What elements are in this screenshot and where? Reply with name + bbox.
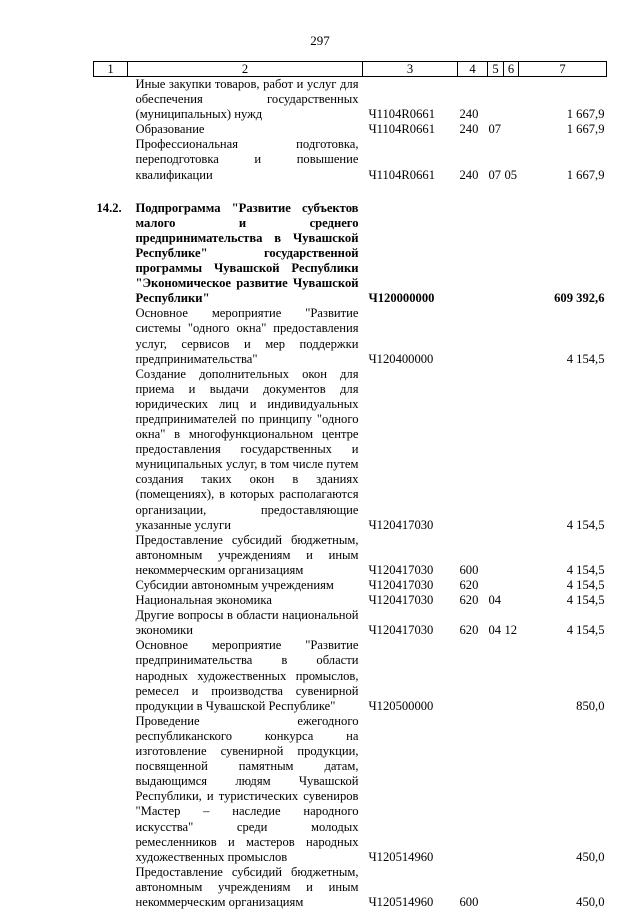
amount: 4 154,5 [566,517,605,532]
row-name: Создание дополнительных окон для приема и выдачи документов для юридических лиц и индивидуальных предпринимателей по принципу "одного окна" в многофункциональном центре предоставления государственных и муниципальных услуг, в том числе путем создания таких окон в зданиях (помещениях), в которых располагаются организации, предоставляющие указанные услуги [135,366,359,532]
row-number [94,77,128,123]
section [488,865,504,910]
subsection [504,533,519,578]
target-code: Ч120000000 [368,291,435,306]
subsection: 05 [504,167,518,182]
target-code: Ч120400000 [368,351,434,366]
row-name: Основное мероприятие "Развитие предпринимательства в области народных художественных промыслов, ремесел и производства сувенирной продукции в Чувашской Республике" [135,638,359,713]
subsection [504,77,519,123]
target-code: Ч120417030 [368,623,434,638]
table-row [94,578,607,593]
row-name: Подпрограмма "Развитие субъектов малого и среднего предпринимательства в Чувашской Республике" государственной программы Чувашской Республики "Экономическое развитие Чувашской Республики" [135,200,359,306]
spacer-row [94,183,607,201]
table-row [94,77,607,123]
subsection [504,593,519,608]
amount: 609 392,6 [554,291,605,306]
subsection [504,306,519,366]
row-number [94,608,128,638]
target-code: Ч120514960 [368,894,434,909]
header-cell: 7 [519,62,607,77]
expense-type: 620 [459,578,479,592]
row-number [94,593,128,608]
amount: 1 667,9 [566,167,605,182]
table-row [94,608,607,638]
subsection [504,578,519,593]
table-row [94,137,607,182]
header-cell: 1 [94,62,128,77]
section [488,77,504,123]
expense-type [458,201,488,307]
row-name: Проведение ежегодного республиканского конкурса на изготовление сувенирной продукции, посвященной памятным датам, выдающимся людям Чувашской Республики, и туристических сувениров "Мастер – наследие народного искусства" среди молодых ремесленников и мастеров народных художественных промыслов [135,713,359,864]
table-row [94,865,607,910]
section [488,578,504,593]
amount: 1 667,9 [566,107,605,122]
subsection [504,122,519,137]
amount: 850,0 [576,698,605,713]
amount: 4 154,5 [566,593,605,608]
spacer-cell [94,183,607,201]
row-number [94,367,128,533]
table-row [94,593,607,608]
header-cell: 2 [128,62,363,77]
row-name: Основное мероприятие "Развитие системы "одного окна" предоставления услуг, сервисов и мер поддержки предпринимательства" [135,306,359,366]
row-name: Образование [135,122,205,137]
row-number [94,714,128,865]
subsection [504,201,519,307]
expense-type [458,306,488,366]
table-row [94,306,607,366]
header-cell: 4 [458,62,488,77]
row-name: Профессиональная подготовка, переподготовка и повышение квалификации [135,137,359,182]
target-code: Ч120417030 [368,578,434,592]
section: 07 [488,167,502,182]
expense-type [458,367,488,533]
header-cell: 5 [488,62,504,77]
row-name: Другие вопросы в области национальной экономики [135,608,359,638]
target-code: Ч1104R0661 [368,122,435,137]
section [488,201,504,307]
row-number [94,865,128,910]
row-number [94,638,128,713]
table-row [94,533,607,578]
subsection [504,638,519,713]
table-header-row [94,62,607,77]
expense-type: 240 [459,167,479,182]
row-name: Предоставление субсидий бюджетным, автономным учреждениям и иным некоммерческим организациям [135,864,359,909]
expense-type: 600 [459,562,479,577]
section: 07 [488,122,502,137]
amount: 4 154,5 [566,351,605,366]
table-row [94,638,607,713]
subsection [504,865,519,910]
row-number [94,578,128,593]
target-code: Ч120417030 [368,517,434,532]
section: 04 [488,623,502,638]
table-row [94,367,607,533]
subsection: 12 [504,623,518,638]
subsection [504,714,519,865]
amount: 4 154,5 [566,562,605,577]
table-row [94,201,607,307]
amount: 450,0 [576,894,605,909]
target-code: Ч120417030 [368,562,434,577]
amount: 4 154,5 [566,578,605,592]
row-name: Предоставление субсидий бюджетным, автономным учреждениям и иным некоммерческим организациям [135,532,359,577]
table-row [94,122,607,137]
target-code: Ч120417030 [368,593,434,608]
expense-type [458,714,488,865]
section [488,306,504,366]
target-code: Ч1104R0661 [368,107,435,122]
expense-type: 620 [459,623,479,638]
section [488,533,504,578]
amount: 450,0 [576,849,605,864]
expense-type: 600 [459,894,479,909]
row-number [94,122,128,137]
section [488,367,504,533]
section [488,638,504,713]
header-cell: 3 [363,62,458,77]
row-name: Субсидии автономным учреждениям [135,578,334,592]
expense-type: 240 [459,122,479,137]
row-number [94,137,128,182]
page-number: 297 [310,33,330,48]
amount: 1 667,9 [566,122,605,137]
row-number [94,533,128,578]
expense-type [458,638,488,713]
row-number: 14.2. [96,200,122,215]
amount: 4 154,5 [566,623,605,638]
expense-type: 620 [459,593,479,608]
target-code: Ч1104R0661 [368,167,435,182]
table-row [94,714,607,865]
row-number [94,306,128,366]
section: 04 [488,593,502,608]
row-name: Национальная экономика [135,593,272,608]
row-name: Иные закупки товаров, работ и услуг для обеспечения государственных (муниципальных) нужд [135,77,359,122]
header-cell: 6 [504,62,519,77]
target-code: Ч120500000 [368,698,434,713]
budget-table [93,61,607,910]
expense-type: 240 [459,107,479,122]
target-code: Ч120514960 [368,849,434,864]
subsection [504,367,519,533]
section [488,714,504,865]
